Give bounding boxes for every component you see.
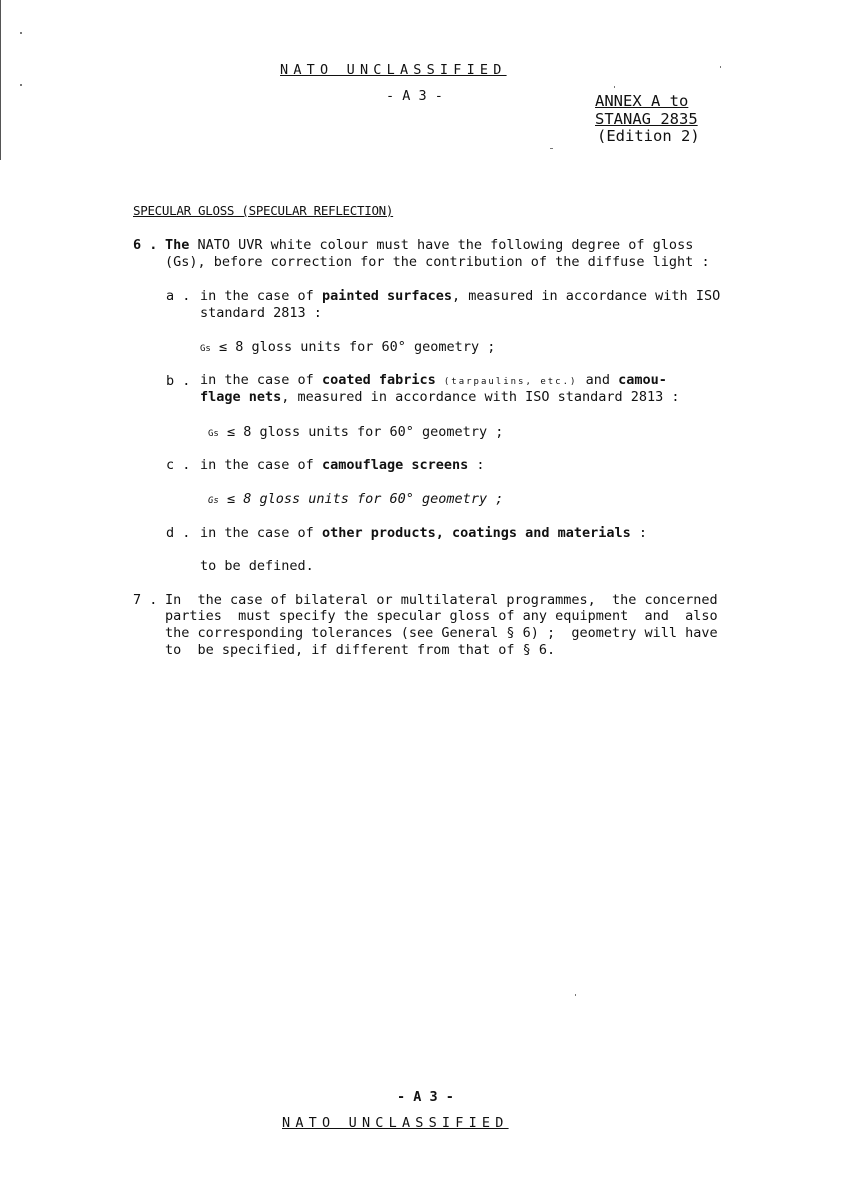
item-b-bold2b: flage nets — [200, 389, 282, 405]
item-b-and: and — [585, 372, 610, 388]
item-a-line1 — [200, 288, 720, 304]
para7-line1: In the case of bilateral or multilateral programmes, the concerned — [165, 592, 718, 608]
para7-line2: parties must specify the specular gloss of any equipment and also — [165, 608, 718, 624]
item-c-formula — [208, 491, 503, 507]
item-d-bold: other products, coatings and materials — [321, 525, 631, 541]
annex-line-1: ANNEX A to — [595, 92, 689, 110]
footer-page-ref: - A 3 - — [397, 1089, 454, 1105]
scan-speck — [550, 148, 553, 149]
scan-speck — [20, 32, 22, 34]
item-c-bold: camouflage screens — [321, 457, 469, 473]
item-a-formula — [200, 339, 495, 355]
header-classification: NATO UNCLASSIFIED — [280, 62, 507, 78]
item-b-formula — [208, 424, 503, 440]
item-b-post: , measured in accordance with ISO standard 2813 : — [281, 389, 680, 405]
item-b-formula-text: ≤ 8 gloss units for 60° geometry ; — [226, 424, 504, 440]
item-c-line1 — [200, 457, 485, 473]
para7-line3: the corresponding tolerances (see General § 6) ; geometry will have — [165, 625, 718, 641]
section-title: SPECULAR GLOSS (SPECULAR REFLECTION) — [133, 203, 394, 218]
item-d-pre: in the case of — [200, 525, 314, 541]
item-a-pre: in the case of — [200, 288, 314, 304]
item-a-bold: painted surfaces — [321, 288, 452, 304]
item-a-line2: standard 2813 : — [200, 305, 322, 321]
scan-speck — [20, 84, 22, 86]
item-a-post: , measured in accordance with ISO — [451, 288, 721, 304]
scan-edge-line — [0, 0, 1, 160]
para6-line1-the: The — [165, 237, 190, 253]
scan-speck — [575, 994, 576, 996]
item-b-label: b . — [166, 373, 191, 389]
item-a-formula-text: ≤ 8 gloss units for 60° geometry ; — [218, 339, 496, 355]
item-a-label: a . — [166, 288, 191, 304]
item-b-line2 — [200, 389, 680, 405]
item-a-formula-symbol: Gs — [200, 344, 211, 354]
item-c-post: : — [468, 457, 485, 473]
item-b-formula-symbol: Gs — [208, 429, 219, 439]
item-c-formula-text: ≤ 8 gloss units for 60° geometry ; — [226, 491, 504, 507]
para6-line2 — [165, 254, 710, 270]
para6-line2-text: before correction for the contribution of the diffuse light : — [213, 254, 710, 270]
para7-line4: to be specified, if different from that of § 6. — [165, 642, 556, 658]
footer-classification: NATO UNCLASSIFIED — [282, 1115, 509, 1131]
item-c-label: c . — [166, 457, 191, 473]
gloss-symbol: (Gs), — [165, 254, 206, 270]
item-d-line1 — [200, 525, 647, 541]
item-b-bold1: coated fabrics — [321, 372, 436, 388]
header-page-ref: - A 3 - — [386, 88, 443, 104]
item-b-line1 — [200, 372, 667, 388]
item-b-bold2a: camou- — [618, 372, 667, 388]
item-d-label: d . — [166, 525, 191, 541]
item-d-post: : — [630, 525, 648, 541]
scan-speck — [720, 66, 721, 68]
item-c-pre: in the case of — [200, 457, 314, 473]
para6-line1 — [165, 237, 693, 253]
item-b-pre: in the case of — [200, 372, 314, 388]
item-b-small: (tarpaulins, etc.) — [443, 377, 578, 387]
para6-line1-text: NATO UVR white colour must have the following degree of gloss — [197, 237, 694, 253]
para6-number: 6 . — [133, 237, 158, 253]
annex-line-3: (Edition 2) — [597, 127, 700, 145]
scan-speck — [614, 86, 615, 88]
item-d-line2: to be defined. — [200, 558, 314, 574]
annex-line-2: STANAG 2835 — [595, 110, 698, 128]
item-c-formula-symbol: Gs — [208, 496, 219, 506]
para7-number: 7 . — [133, 592, 158, 608]
